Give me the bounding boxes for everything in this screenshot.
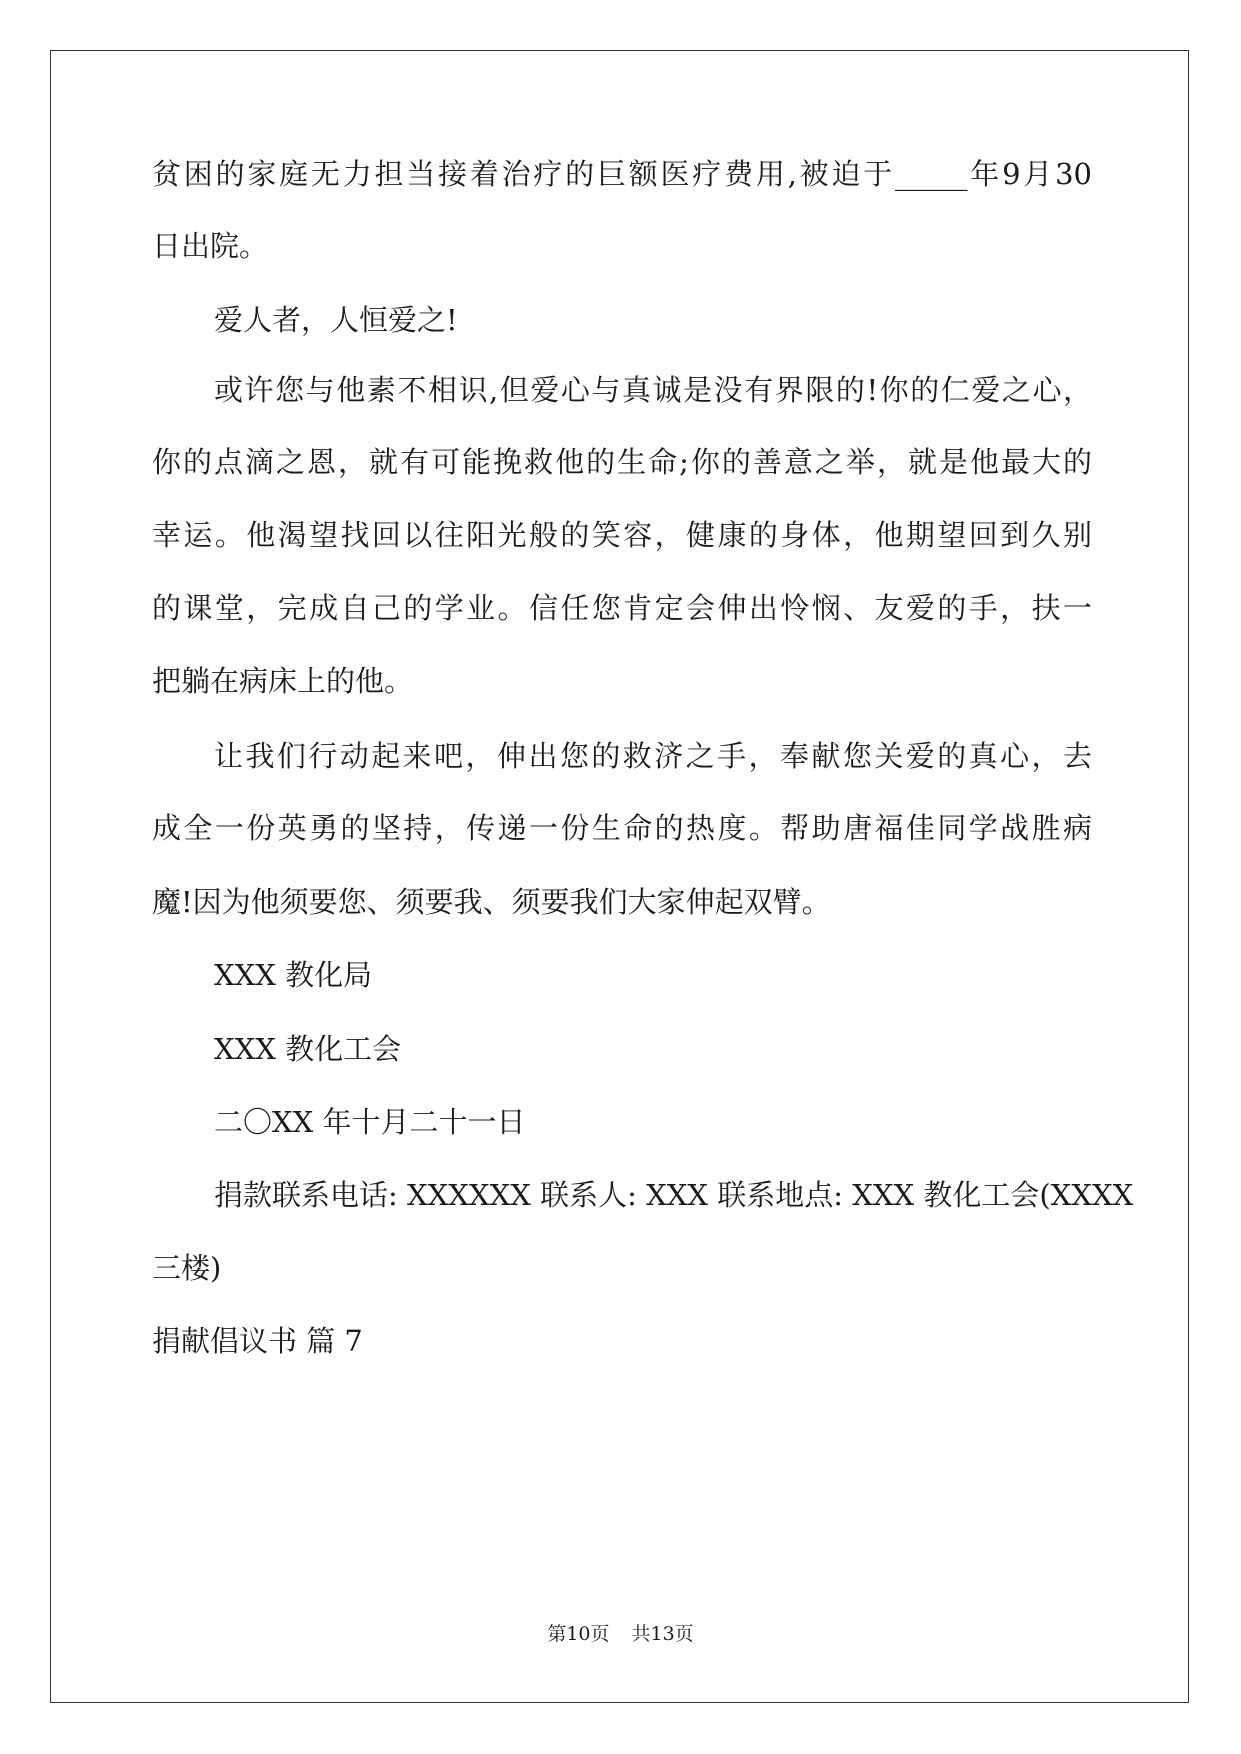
page-number-current: 第10页: [547, 1623, 610, 1645]
text-line: 你的点滴之恩，就有可能挽救他的生命;你的善意之举，就是他最大的: [152, 445, 1092, 479]
text-line: 贫困的家庭无力担当接着治疗的巨额医疗费用,被迫于_____年9月30: [152, 157, 1092, 191]
text-line: 爱人者，人恒爱之!: [214, 303, 458, 337]
page-number-total: 共13页: [631, 1623, 694, 1645]
text-line: 让我们行动起来吧，伸出您的救济之手，奉献您关爱的真心，去: [214, 739, 1092, 773]
text-line: 幸运。他渴望找回以往阳光般的笑容，健康的身体，他期望回到久别: [152, 518, 1092, 552]
text-line: 把躺在病床上的他。: [152, 664, 414, 698]
text-line: 日出院。: [152, 229, 269, 263]
text-line: 的课堂，完成自己的学业。信任您肯定会伸出怜悯、友爱的手，扶一: [152, 591, 1092, 625]
signature-date: 二〇XX 年十月二十一日: [214, 1105, 526, 1139]
signature-org: XXX 教化工会: [214, 1032, 402, 1066]
contact-line: 三楼): [152, 1251, 222, 1285]
text-line: 魔!因为他须要您、须要我、须要我们大家伸起双臂。: [152, 885, 831, 919]
page-footer: [0, 1625, 1241, 1644]
section-heading: 捐献倡议书 篇 7: [152, 1324, 363, 1358]
text-line: 成全一份英勇的坚持，传递一份生命的热度。帮助唐福佳同学战胜病: [152, 811, 1092, 845]
signature-org: XXX 教化局: [214, 958, 373, 992]
contact-line: 捐款联系电话: XXXXXX 联系人: XXX 联系地点: XXX 教化工会(XXXX: [214, 1178, 1134, 1212]
text-line: 或许您与他素不相识,但爱心与真诚是没有界限的!你的仁爱之心，: [214, 373, 1092, 407]
page-border: [50, 50, 1189, 1703]
